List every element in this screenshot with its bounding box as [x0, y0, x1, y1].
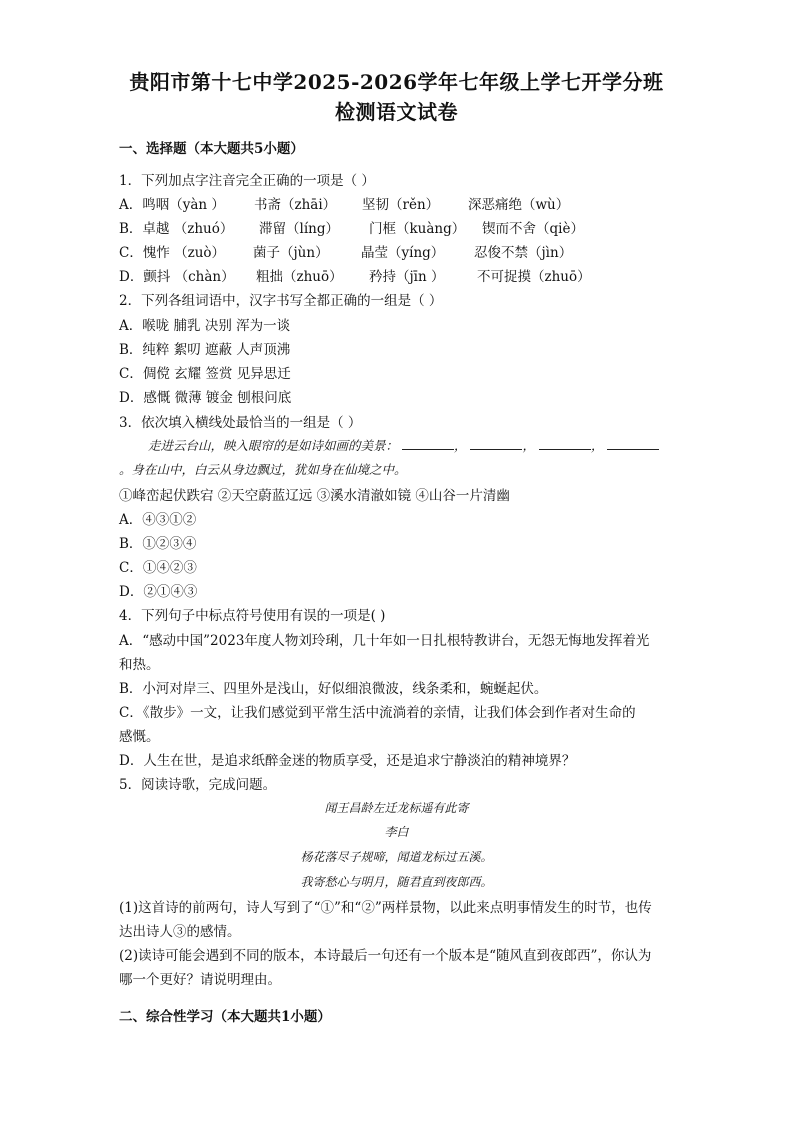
- q3-choices: ①峰峦起伏跌宕 ②天空蔚蓝辽远 ③溪水清澈如镜 ④山谷一片清幽: [119, 488, 510, 504]
- q3-blank-3: [539, 439, 591, 450]
- q3-passage-text1: 走进云台山，映入眼帘的是如诗如画的美景：: [148, 438, 399, 453]
- q1-c-4: 忍俊不禁（jìn）: [474, 245, 573, 261]
- q1-b-1: B．卓越 （zhuó）: [119, 221, 234, 237]
- q4-option-a-cont: 和热。: [119, 657, 160, 673]
- q1-c-2: 菌子（jùn）: [253, 245, 329, 261]
- q4-option-c-cont: 感慨。: [119, 729, 160, 745]
- poem-line-2: 我寄愁心与明月，随君直到夜郎西。: [300, 875, 493, 889]
- q3-blank-4: [607, 439, 659, 450]
- q4-option-d: D．人生在世，是追求纸醉金迷的物质享受，还是追求宁静淡泊的精神境界？: [119, 753, 576, 769]
- q1-d-2: 粗拙（zhuō）: [256, 269, 343, 285]
- q3-option-a: A．④③①②: [119, 512, 197, 528]
- q1-d-4: 不可捉摸（zhuō）: [477, 269, 591, 285]
- q3-blank-1: [402, 439, 454, 450]
- q1-c-3: 晶莹（yíng）: [361, 245, 445, 261]
- q1-b-4: 锲而不舍（qiè）: [482, 221, 584, 237]
- q1-d-1: D．颤抖 （chàn）: [119, 269, 235, 285]
- q1-a-4: 深恶痛绝（wù）: [468, 197, 570, 213]
- poem-title: 闻王昌龄左迁龙标遥有此寄: [324, 801, 469, 815]
- q4-option-c: C．《散步》一文，让我们感觉到平常生活中流淌着的亲情，让我们体会到作者对生命的: [119, 705, 636, 721]
- q4-stem: 4．下列句子中标点符号使用有误的一项是( ): [119, 608, 386, 624]
- q3-option-c: C．①④②③: [119, 560, 197, 576]
- q3-option-b: B．①②③④: [119, 536, 197, 552]
- exam-title-line2: 检测语文试卷: [335, 100, 458, 124]
- q3-passage-line2: 。身在山中，白云从身边飘过，犹如身在仙境之中。: [119, 462, 407, 477]
- exam-title-line1: 贵阳市第十七中学2025-2026学年七年级上学七开学分班: [129, 70, 664, 94]
- q1-a-3: 坚韧（rěn）: [362, 197, 440, 213]
- q2-stem: 2．下列各组词语中，汉字书写全都正确的一组是（ ）: [119, 293, 443, 309]
- poem-author: 李白: [384, 825, 409, 839]
- q5-sub1-line2: 达出诗人③的感情。: [119, 924, 241, 940]
- section2-heading: 二、综合性学习（本大题共1小题）: [119, 1009, 331, 1025]
- q3-option-d: D．②①④③: [119, 584, 198, 600]
- q1-b-3: 门框（kuàng）: [369, 221, 466, 237]
- section1-heading: 一、选择题（本大题共5小题）: [119, 141, 304, 157]
- q1-d-3: 矜持（jīn ）: [369, 269, 445, 285]
- q1-stem: 1．下列加点字注音完全正确的一项是（ ）: [119, 173, 375, 189]
- q5-sub2-line1: (2)读诗可能会遇到不同的版本，本诗最后一句还有一个版本是“随风直到夜郎西”，你认为: [119, 948, 652, 964]
- q3-blank-2: [470, 439, 522, 450]
- q5-sub2-line2: 哪一个更好？请说明理由。: [119, 972, 281, 988]
- q2-option-d: D．感慨 微薄 镀金 刨根问底: [119, 390, 292, 406]
- q1-a-1: A．鸣咽（yàn ）: [119, 197, 225, 213]
- q3-passage-line1: 走进云台山，映入眼帘的是如诗如画的美景： ， ， ，: [148, 436, 659, 454]
- q5-sub1-line1: (1)这首诗的前两句，诗人写到了“①”和“②”两样景物，以此来点明事情发生的时节，也传: [119, 900, 652, 916]
- q5-stem: 5．阅读诗歌，完成问题。: [119, 777, 277, 793]
- q1-a-2: 书斋（zhāi）: [254, 197, 337, 213]
- q2-option-b: B．纯粹 絮叨 遮蔽 人声顶沸: [119, 342, 291, 358]
- poem-line-1: 杨花落尽子规啼，闻道龙标过五溪。: [300, 850, 493, 864]
- q1-b-2: 滞留（líng）: [259, 221, 339, 237]
- q3-stem: 3．依次填入横线处最恰当的一组是（ ）: [119, 415, 362, 431]
- q1-c-1: C．愧怍 （zuò）: [119, 245, 226, 261]
- q4-option-a: A．“感动中国”2023年度人物刘玲琍，几十年如一日扎根特教讲台，无怨无悔地发挥着光: [119, 633, 650, 649]
- q2-option-a: A．喉咙 脯乳 决别 浑为一谈: [119, 318, 291, 334]
- q2-option-c: C．倜傥 玄耀 签赏 见异思迁: [119, 366, 291, 382]
- q4-option-b: B．小河对岸三、四里外是浅山，好似细浪微波，线条柔和，蜿蜒起伏。: [119, 681, 548, 697]
